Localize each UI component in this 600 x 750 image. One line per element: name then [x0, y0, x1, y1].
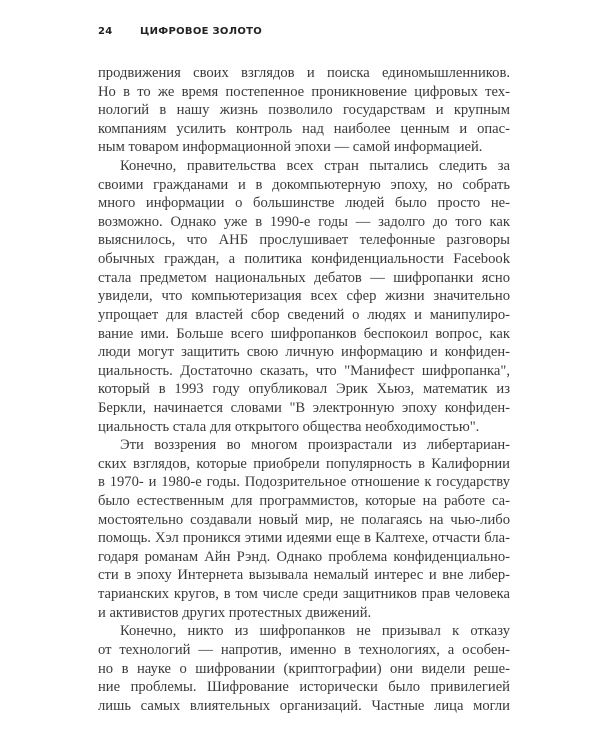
text-line: много информации о большинстве людей было просто не-: [98, 195, 510, 212]
text-line: обычных граждан, а политика конфиденциальности Facebook: [98, 251, 510, 268]
running-header: [98, 26, 262, 37]
text-line: Конечно, никто из шифропанков не призывал к отказу: [120, 623, 510, 640]
text-line: возможно. Однако уже в 1990-е годы — задолго до того как: [98, 213, 510, 230]
text-line: тарианских кругов, в том числе среди защитников прав человека: [98, 586, 510, 603]
text-line: помощь. Хэл проникся этими идеями еще в Калтехе, отчасти бла-: [98, 530, 510, 547]
text-line: упрощает для властей сбор сведений о людях и манипулиро-: [98, 306, 510, 323]
text-line: Конечно, правительства всех стран пытались следить за: [120, 158, 510, 175]
text-line: от технологий — напротив, именно в технологиях, а особен-: [98, 641, 510, 658]
text-line: но в науке о шифровании (криптографии) они видели реше-: [98, 660, 510, 677]
text-line: ние проблемы. Шифрование исторически было привилегией: [98, 679, 510, 696]
text-line: Беркли, начинается словами "В электронную эпоху конфиден-: [98, 399, 510, 416]
text-line: ным товаром информационной эпохи — самой информацией.: [98, 139, 483, 156]
text-line: циальность стала для открытого общества необходимостью".: [98, 418, 480, 435]
text-line: стала предметом национальных дебатов — шифропанки ясно: [98, 269, 510, 286]
text-line: мостоятельно создавали новый мир, не полагаясь на чью-либо: [98, 511, 510, 528]
text-line: годаря романам Айн Рэнд. Однако проблема конфиденциально-: [98, 548, 510, 565]
text-line: Но в то же время постепенное проникновение цифровых тех-: [98, 83, 510, 100]
text-line: компаниям усилить контроль над наиболее ценным и опас-: [98, 120, 510, 137]
text-line: ских взглядов, которые приобрели популярность в Калифорнии: [98, 455, 510, 472]
text-line: было естественным для программистов, которые на работе са-: [98, 493, 510, 510]
text-line: выяснилось, что АНБ прослушивает телефонные разговоры: [98, 232, 510, 249]
text-line: лишь самых влиятельных организаций. Частные лица могли: [98, 697, 510, 714]
text-line: увидели, что компьютеризация всех сфер жизни значительно: [98, 288, 510, 305]
running-title: ЦИФРОВОЕ ЗОЛОТО: [140, 26, 263, 37]
text-line: люди могут защитить свою личную информацию и конфиден-: [98, 344, 510, 361]
text-line: в 1970- и 1980-е годы. Подозрительное отношение к государству: [98, 474, 510, 491]
text-line: сти в эпоху Интернета вызывала немалый интерес и вне либер-: [98, 567, 510, 584]
text-line: и активистов других протестных движений.: [98, 604, 372, 621]
text-line: своими гражданами и в докомпьютерную эпоху, но собрать: [98, 176, 510, 193]
text-line: вание ими. Больше всего шифропанков беспокоил вопрос, как: [98, 325, 510, 342]
page-number: 24: [98, 26, 113, 37]
text-line: который в 1993 году опубликовал Эрик Хьюз, математик из: [98, 381, 510, 398]
text-line: циальность. Достаточно сказать, что "Манифест шифропанка",: [98, 362, 510, 379]
text-line: Эти воззрения во многом произрастали из либертариан-: [120, 437, 510, 454]
text-line: продвижения своих взглядов и поиска единомышленников.: [98, 65, 510, 81]
page-body-text: [98, 64, 510, 715]
text-line: нологий в нашу жизнь позволило государствам и крупным: [98, 102, 510, 119]
